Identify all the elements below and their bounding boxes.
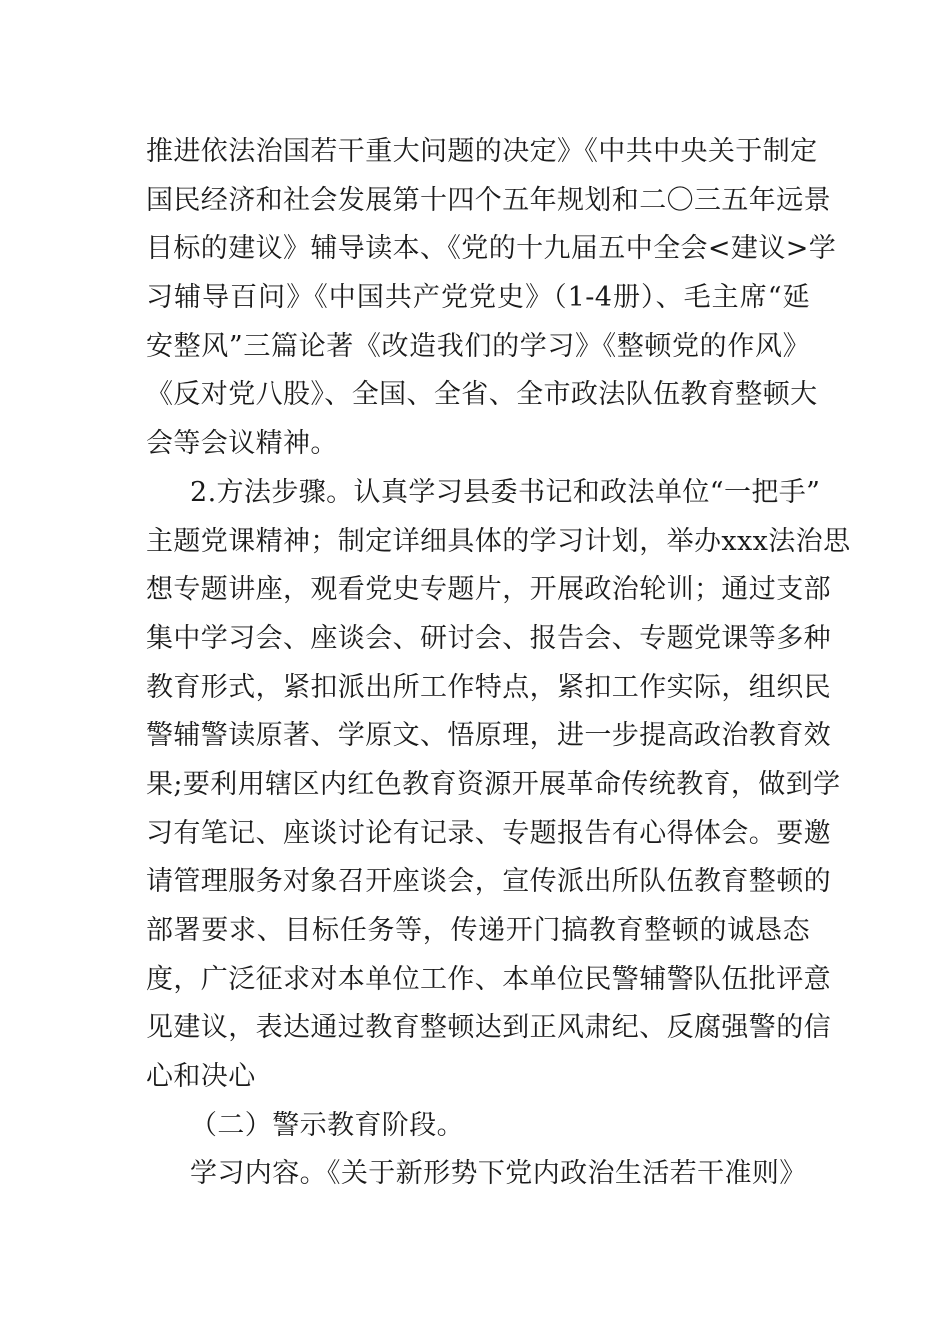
text-line: 请管理服务对象召开座谈会，宣传派出所队伍教育整顿的	[146, 866, 831, 898]
paragraph-start-line: 2.方法步骤。认真学习县委书记和政法单位“一把手”	[190, 476, 821, 508]
text-line: 度，广泛征求对本单位工作、本单位民警辅警队伍批评意	[146, 963, 831, 995]
text-line: 集中学习会、座谈会、研讨会、报告会、专题党课等多种	[146, 622, 831, 654]
text-line: 习有笔记、座谈讨论有记录、专题报告有心得体会。要邀	[146, 817, 831, 849]
text-line: 《反对党八股》、全国、全省、全市政法队伍教育整顿大	[146, 379, 818, 411]
text-line: 见建议，表达通过教育整顿达到正风肃纪、反腐强警的信	[146, 1012, 831, 1044]
text-line: 警辅警读原著、学原文、悟原理，进一步提高政治教育效	[146, 720, 831, 752]
text-line: 会等会议精神。	[146, 428, 338, 460]
paragraph-start-line: 学习内容。《关于新形势下党内政治生活若干准则》	[190, 1158, 807, 1190]
text-line: 教育形式，紧扣派出所工作特点，紧扣工作实际，组织民	[146, 671, 831, 703]
body-text	[146, 128, 851, 1199]
text-line: 国民经济和社会发展第十四个五年规划和二〇三五年远景	[146, 184, 831, 216]
text-line: 目标的建议》辅导读本、《党的十九届五中全会<建议>学	[146, 233, 837, 265]
text-line: 部署要求、目标任务等，传递开门搞教育整顿的诚恳态	[146, 915, 810, 946]
text-line: 安整风”三篇论著《改造我们的学习》《整顿党的作风》	[146, 330, 810, 362]
text-line: 习辅导百问》《中国共产党党史》（1-4册）、毛主席“延	[146, 282, 810, 314]
text-line: 推进依法治国若干重大问题的决定》《中共中央关于制定	[146, 136, 818, 167]
text-line: 心和决心	[146, 1061, 256, 1093]
text-line: 想专题讲座，观看党史专题片，开展政治轮训；通过支部	[146, 574, 831, 606]
section-heading: （二）警示教育阶段。	[190, 1109, 464, 1141]
text-line: 果;要利用辖区内红色教育资源开展革命传统教育，做到学	[146, 768, 841, 800]
text-line: 主题党课精神；制定详细具体的学习计划，举办xxx法治思	[146, 525, 851, 557]
